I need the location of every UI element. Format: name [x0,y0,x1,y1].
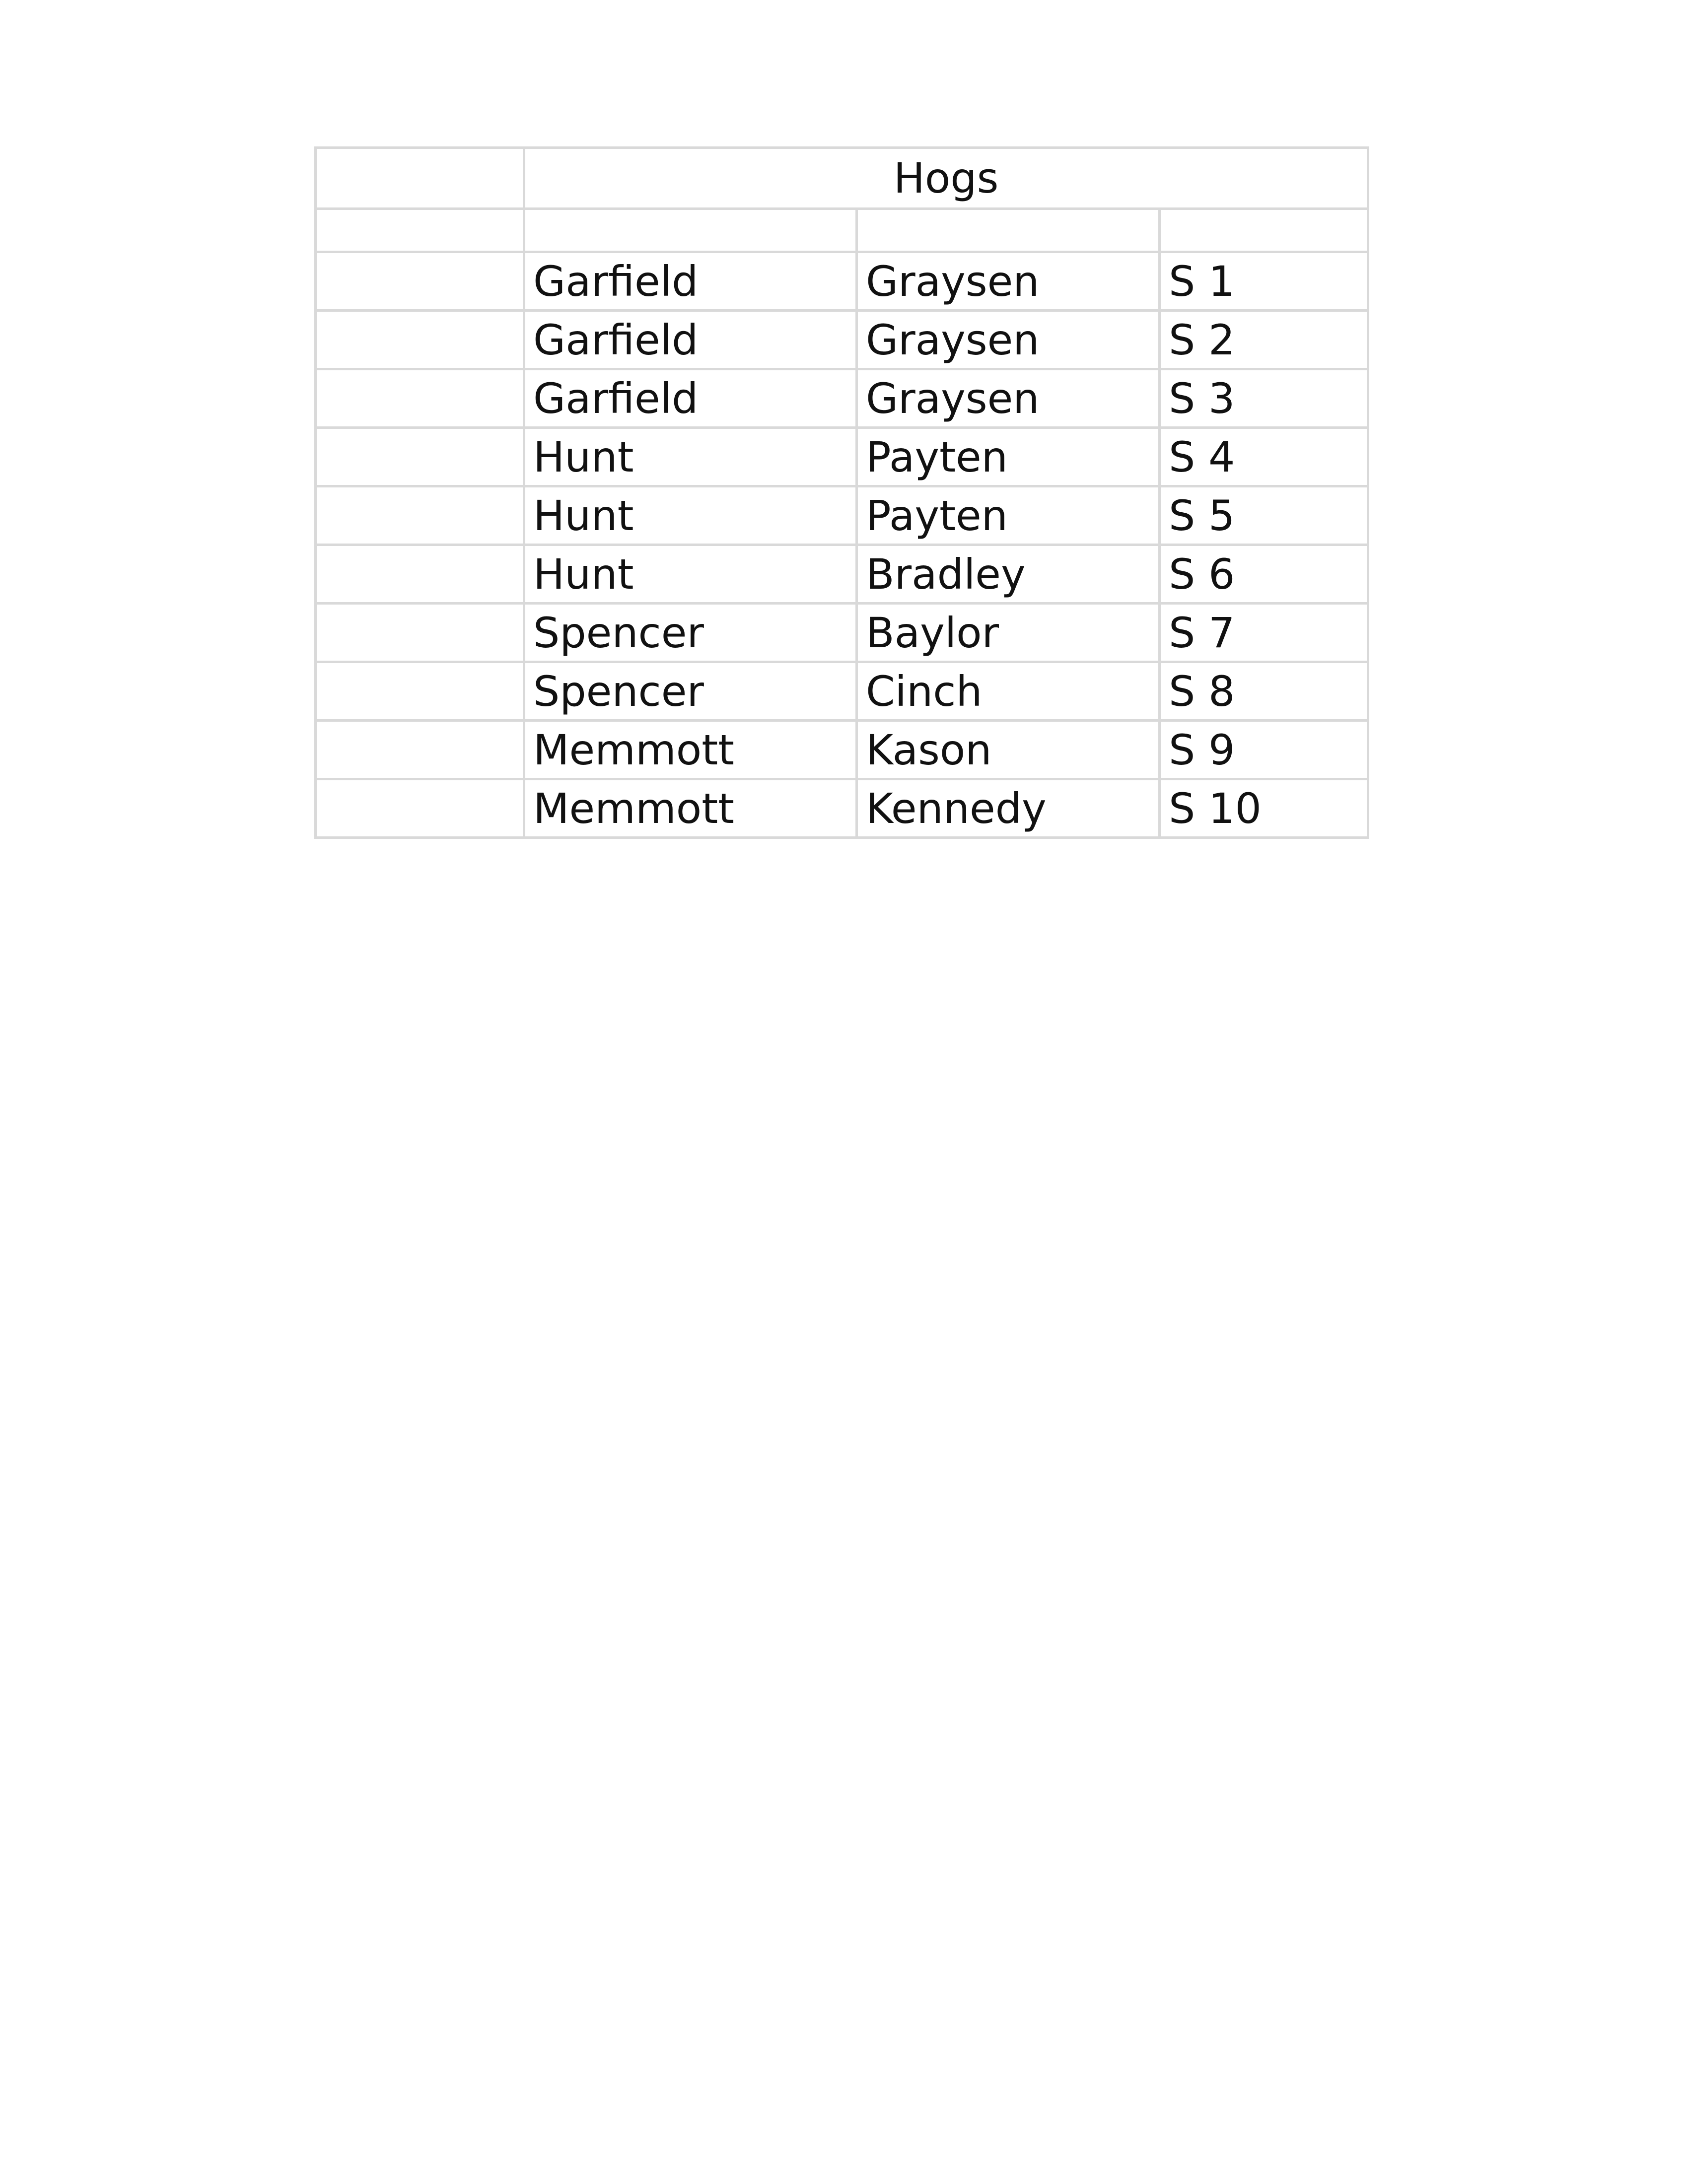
table-row [316,604,1368,662]
empty-cell [316,486,524,545]
last-name-cell: Memmott [524,721,857,779]
empty-cell [316,662,524,721]
table-row [316,428,1368,486]
last-name-cell: Spencer [524,662,857,721]
first-name-cell: Kason [857,721,1160,779]
empty-cell [316,311,524,369]
last-name-cell: Memmott [524,779,857,838]
spacer-row [316,209,1368,252]
slot-cell: S 5 [1160,486,1368,545]
last-name-cell: Garfield [524,369,857,428]
slot-cell: S 9 [1160,721,1368,779]
table-row [316,369,1368,428]
first-name-cell: Kennedy [857,779,1160,838]
slot-cell: S 1 [1160,252,1368,311]
empty-cell [316,148,524,209]
empty-cell [316,604,524,662]
empty-cell [316,779,524,838]
last-name-cell: Hunt [524,545,857,604]
empty-cell [316,252,524,311]
last-name-cell: Garfield [524,252,857,311]
first-name-cell: Payten [857,486,1160,545]
slot-cell: S 6 [1160,545,1368,604]
table-row [316,486,1368,545]
table-title: Hogs [524,148,1368,209]
first-name-cell: Cinch [857,662,1160,721]
empty-cell [316,369,524,428]
slot-cell: S 8 [1160,662,1368,721]
slot-cell: S 10 [1160,779,1368,838]
table-title-row [316,148,1368,209]
last-name-cell: Hunt [524,428,857,486]
slot-cell: S 2 [1160,311,1368,369]
last-name-cell: Spencer [524,604,857,662]
table-row [316,662,1368,721]
first-name-cell: Payten [857,428,1160,486]
first-name-cell: Graysen [857,252,1160,311]
empty-cell [316,721,524,779]
slot-cell: S 7 [1160,604,1368,662]
last-name-cell: Hunt [524,486,857,545]
empty-cell [316,545,524,604]
empty-cell [857,209,1160,252]
first-name-cell: Graysen [857,311,1160,369]
first-name-cell: Baylor [857,604,1160,662]
slot-cell: S 3 [1160,369,1368,428]
empty-cell [316,209,524,252]
first-name-cell: Graysen [857,369,1160,428]
hogs-table [314,146,1369,839]
first-name-cell: Bradley [857,545,1160,604]
slot-cell: S 4 [1160,428,1368,486]
table-row [316,721,1368,779]
table-row [316,545,1368,604]
table-row [316,252,1368,311]
empty-cell [1160,209,1368,252]
table-row [316,311,1368,369]
table-row [316,779,1368,838]
empty-cell [316,428,524,486]
last-name-cell: Garfield [524,311,857,369]
empty-cell [524,209,857,252]
